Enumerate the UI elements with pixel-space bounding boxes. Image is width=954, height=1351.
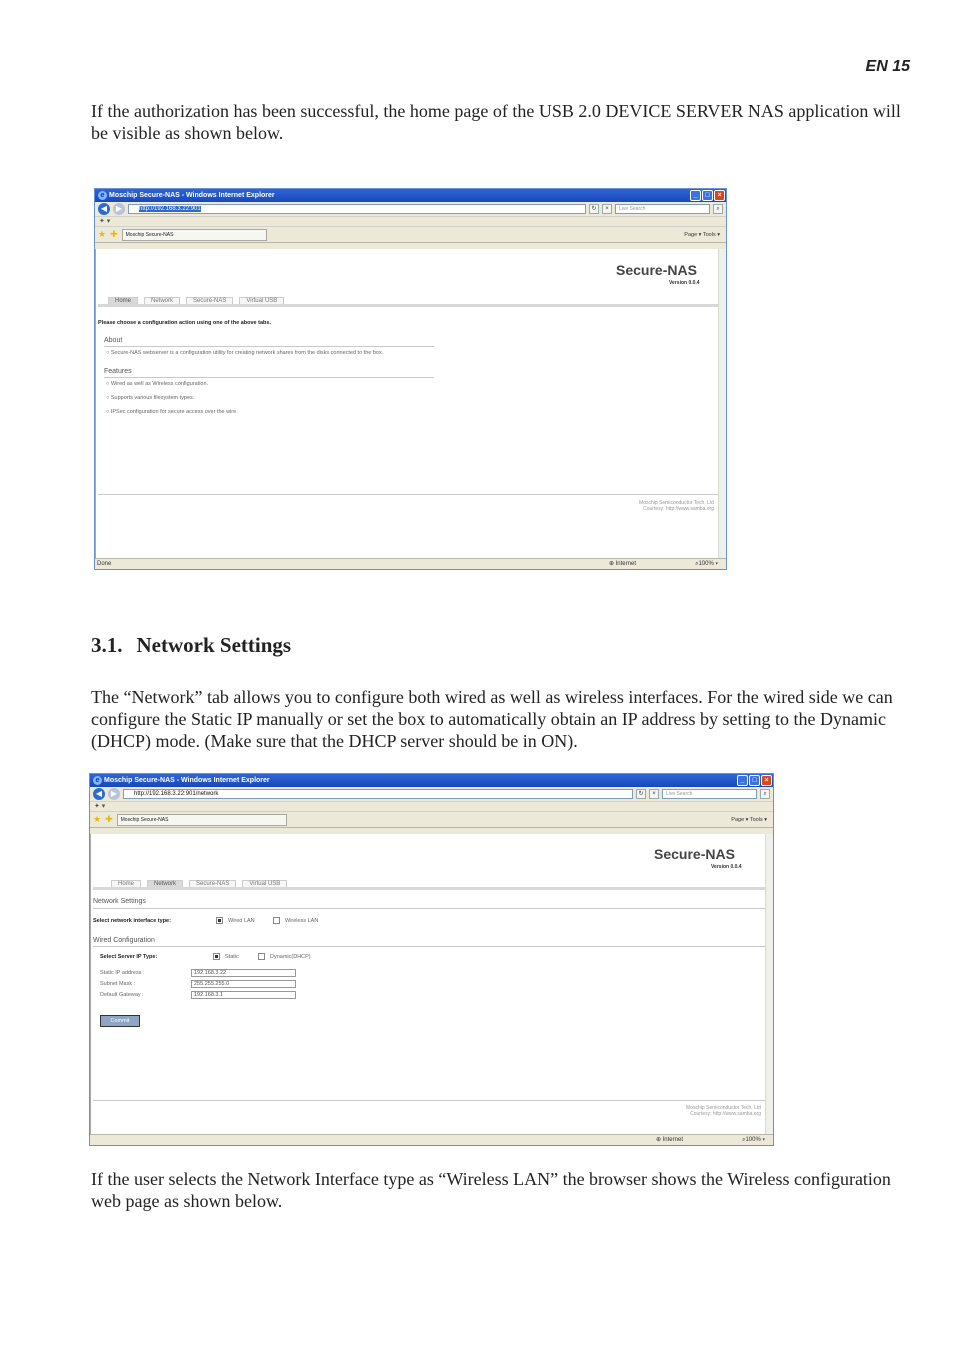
about-item: ○ Secure-NAS webserver is a configuration utility for creating network shares from the disks connected to the box. xyxy=(106,350,384,356)
version-label: Version 0.0.4 xyxy=(711,864,742,870)
page-content xyxy=(95,249,726,558)
page-tab[interactable]: Moschip Secure-NAS xyxy=(122,229,267,241)
choose-action-prompt: Please choose a configuration action using one of the above tabs. xyxy=(98,320,271,326)
nav-divider xyxy=(93,887,765,890)
features-rule xyxy=(104,377,434,378)
network-settings-rule xyxy=(93,908,765,909)
radio-wireless-lan[interactable] xyxy=(273,917,280,924)
wired-configuration-rule xyxy=(93,946,765,947)
back-icon[interactable]: ◀ xyxy=(98,203,110,215)
footer-courtesy: Courtesy: http://www.samba.org xyxy=(690,1111,761,1117)
vertical-scrollbar[interactable] xyxy=(765,834,773,1134)
footer-rule xyxy=(98,494,718,495)
search-input[interactable]: Live Search xyxy=(662,789,757,799)
radio-dynamic-dhcp[interactable] xyxy=(258,953,265,960)
footer-text xyxy=(686,1105,761,1117)
ie-logo-icon: e xyxy=(93,776,102,785)
window-title: Moschip Secure-NAS - Windows Internet Explorer xyxy=(109,192,275,199)
footer-courtesy: Courtesy: http://www.samba.org xyxy=(643,506,714,512)
network-paragraph: The “Network” tab allows you to configure both wired as well as wireless interfaces. For the wired side we can configure the Static IP manually or set the box to automatically obtain an IP address by setting to the Dynamic (DHCP) mode. (Make sure that the DHCP server should be in ON). xyxy=(91,687,893,751)
about-heading: About xyxy=(104,337,123,344)
add-favorite-icon[interactable]: ✚ xyxy=(105,814,113,824)
status-text: Done xyxy=(97,561,112,567)
refresh-icon[interactable]: ↻ xyxy=(589,204,599,214)
wired-configuration-heading: Wired Configuration xyxy=(93,937,155,944)
address-text: http://192.168.3.22:901 xyxy=(139,206,201,212)
static-label: Static xyxy=(225,954,239,960)
close-icon[interactable]: × xyxy=(761,775,772,786)
features-heading: Features xyxy=(104,368,132,375)
search-icon[interactable]: ⌕ xyxy=(713,204,723,214)
back-icon[interactable]: ◀ xyxy=(93,788,105,800)
minimize-icon[interactable]: _ xyxy=(737,775,748,786)
links-icon[interactable]: ✦ ▾ xyxy=(99,218,111,225)
maximize-icon[interactable]: □ xyxy=(749,775,760,786)
section-number: 3.1. xyxy=(91,633,123,657)
minimize-icon[interactable]: _ xyxy=(690,190,701,201)
footer-company: Moschip Semiconductor Tech. Ltd xyxy=(686,1105,761,1111)
forward-icon[interactable]: ▶ xyxy=(113,203,125,215)
tab-secure-nas[interactable]: Secure-NAS xyxy=(189,880,236,887)
subnet-mask-input[interactable]: 255.255.255.0 xyxy=(191,980,296,988)
tab-row xyxy=(90,812,773,828)
vertical-scrollbar[interactable] xyxy=(718,249,726,558)
status-zone: ⊕ Internet xyxy=(655,1137,683,1143)
tab-home[interactable]: Home xyxy=(108,297,138,304)
page-content xyxy=(90,834,773,1134)
nav-divider xyxy=(98,304,718,307)
search-icon[interactable]: ⌕ xyxy=(760,789,770,799)
about-rule xyxy=(104,346,434,347)
stop-icon[interactable]: × xyxy=(602,204,612,214)
address-row xyxy=(95,202,726,217)
nav-tabs xyxy=(111,880,293,887)
section-heading xyxy=(91,633,291,658)
menu-row xyxy=(95,217,726,227)
tab-network[interactable]: Network xyxy=(147,880,183,887)
dynamic-dhcp-label: Dynamic(DHCP) xyxy=(270,954,311,960)
address-row xyxy=(90,787,773,802)
tab-home[interactable]: Home xyxy=(111,880,141,887)
default-gateway-label: Default Gateway : xyxy=(100,992,144,998)
page-tab[interactable]: Moschip Secure-NAS xyxy=(117,814,287,826)
tab-virtual-usb[interactable]: Virtual USB xyxy=(242,880,287,887)
forward-icon[interactable]: ▶ xyxy=(108,788,120,800)
wireless-paragraph: If the user selects the Network Interface type as “Wireless LAN” the browser shows the Wireless configuration web page as shown below. xyxy=(91,1169,891,1211)
browser-screenshot-network xyxy=(89,773,774,1146)
maximize-icon[interactable]: □ xyxy=(702,190,713,201)
nav-tabs xyxy=(108,297,290,304)
status-bar xyxy=(95,558,726,569)
add-favorite-icon[interactable]: ✚ xyxy=(110,229,118,239)
intro-paragraph: If the authorization has been successful, the home page of the USB 2.0 DEVICE SERVER NAS application will be visible as shown below. xyxy=(91,101,901,143)
address-text: http://192.168.3.22:901/network xyxy=(134,791,219,797)
page-number: EN 15 xyxy=(865,58,910,75)
status-zone: ⊕ Internet xyxy=(608,561,636,567)
address-bar[interactable] xyxy=(128,204,586,214)
menu-row xyxy=(90,802,773,812)
tab-network[interactable]: Network xyxy=(144,297,180,304)
tab-row xyxy=(95,227,726,243)
links-icon[interactable]: ✦ ▾ xyxy=(94,803,106,810)
feature-item: ○ IPSec configuration for secure access over the wire. xyxy=(106,409,238,415)
subnet-mask-label: Subnet Mask : xyxy=(100,981,136,987)
default-gateway-input[interactable]: 192.168.3.1 xyxy=(191,991,296,999)
tab-secure-nas[interactable]: Secure-NAS xyxy=(186,297,233,304)
brand-logo: Secure-NAS xyxy=(616,262,697,278)
command-bar[interactable]: Page ▾ Tools ▾ xyxy=(684,232,720,238)
static-ip-label: Static IP address : xyxy=(100,970,145,976)
footer-rule xyxy=(93,1100,765,1101)
network-settings-heading: Network Settings xyxy=(93,898,146,905)
commit-button[interactable]: Commit xyxy=(100,1015,140,1027)
wireless-lan-label: Wireless LAN xyxy=(285,918,319,924)
brand-logo: Secure-NAS xyxy=(654,846,735,862)
tab-virtual-usb[interactable]: Virtual USB xyxy=(239,297,284,304)
feature-item: ○ Supports various filesystem types. xyxy=(106,395,195,401)
stop-icon[interactable]: × xyxy=(649,789,659,799)
window-title: Moschip Secure-NAS - Windows Internet Explorer xyxy=(104,777,270,784)
refresh-icon[interactable]: ↻ xyxy=(636,789,646,799)
wired-lan-label: Wired LAN xyxy=(228,918,255,924)
zoom-level[interactable]: ⌕100% ▾ xyxy=(742,1137,765,1143)
footer-text xyxy=(639,500,714,512)
radio-static[interactable] xyxy=(213,953,220,960)
window-titlebar xyxy=(90,774,773,787)
static-ip-input[interactable]: 192.168.3.22 xyxy=(191,969,296,977)
zoom-level[interactable]: ⌕100% ▾ xyxy=(695,561,718,567)
favorites-star-icon[interactable]: ★ xyxy=(93,814,102,824)
window-titlebar xyxy=(95,189,726,202)
version-label: Version 0.0.4 xyxy=(669,280,700,286)
favorites-star-icon[interactable]: ★ xyxy=(98,229,107,239)
section-title: Network Settings xyxy=(136,633,292,657)
interface-type-label: Select network interface type: xyxy=(93,918,171,924)
address-bar[interactable] xyxy=(123,789,633,799)
search-input[interactable]: Live Search xyxy=(615,204,710,214)
feature-item: ○ Wired as well as Wireless configuration. xyxy=(106,381,209,387)
ie-logo-icon: e xyxy=(98,191,107,200)
status-bar xyxy=(90,1134,773,1145)
radio-wired-lan[interactable] xyxy=(216,917,223,924)
browser-screenshot-home xyxy=(94,188,727,570)
footer-company: Moschip Semiconductor Tech. Ltd xyxy=(639,500,714,506)
close-icon[interactable]: × xyxy=(714,190,725,201)
server-ip-type-label: Select Server IP Type: xyxy=(100,954,158,960)
command-bar[interactable]: Page ▾ Tools ▾ xyxy=(731,817,767,823)
